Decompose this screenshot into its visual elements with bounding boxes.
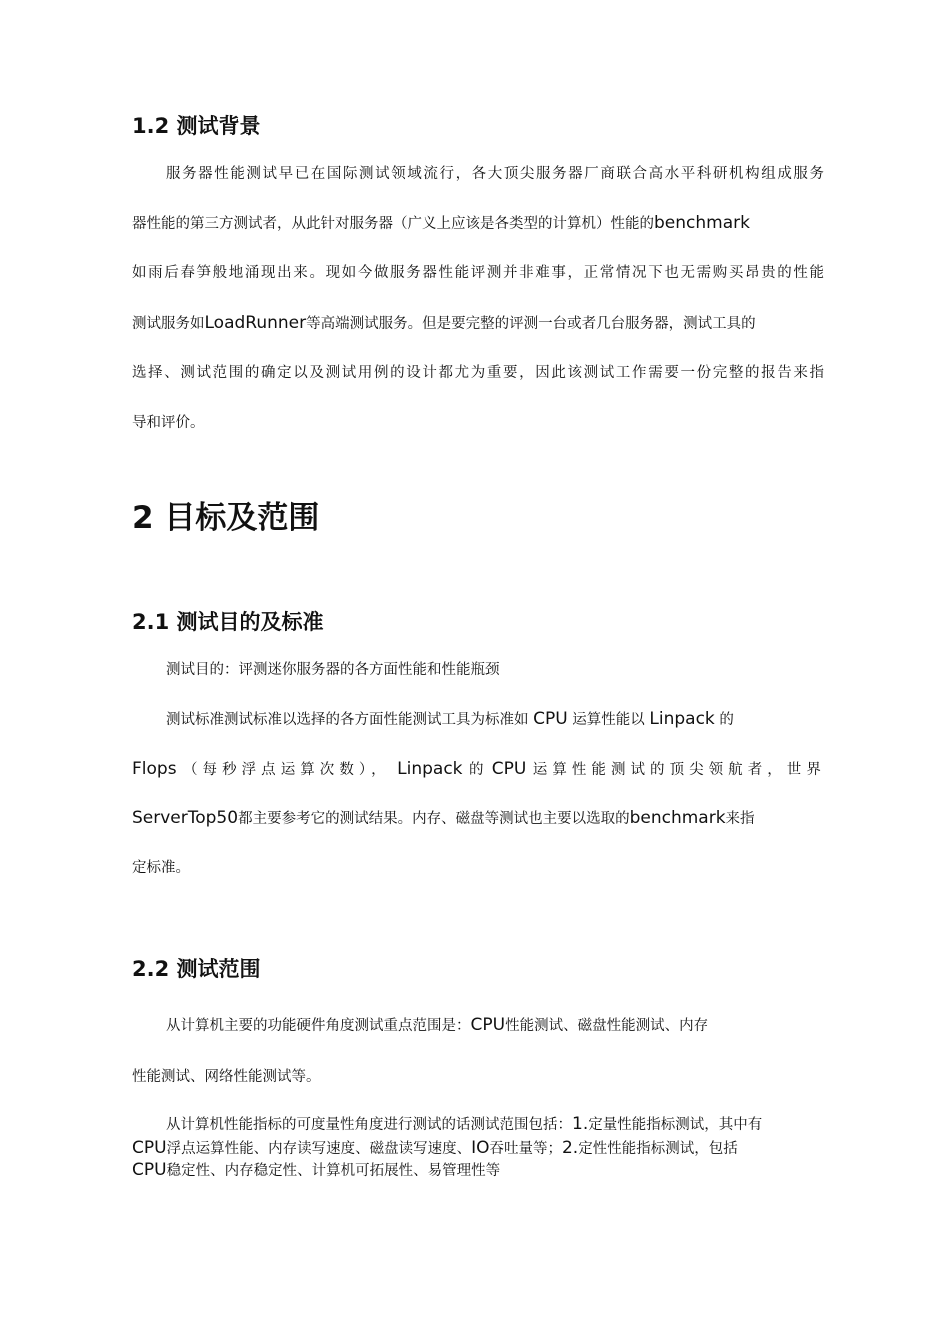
text-run: CPU xyxy=(470,1015,506,1035)
text-run: 1. xyxy=(572,1114,589,1134)
text-run: benchmark xyxy=(654,213,750,233)
scope-line xyxy=(132,1014,824,1037)
standard-line: 定标准。 xyxy=(132,860,190,876)
text-run: 都主要参考它的测试结果。内存、磁盘等测试也主要以选取的 xyxy=(238,811,630,827)
text-run: Flops xyxy=(132,759,177,779)
text-run: （每秒浮点运算次数）， xyxy=(183,762,391,778)
text-run: CPU xyxy=(533,709,568,729)
paragraph-line: 导和评价。 xyxy=(132,415,205,431)
text-run: 运算性能以 xyxy=(572,712,645,728)
heading-1-2: 1.2 测试背景 xyxy=(132,114,261,138)
purpose-line: 测试目的：评测迷你服务器的各方面性能和性能瓶颈 xyxy=(166,662,500,678)
text-run: ServerTop50 xyxy=(132,808,239,828)
paragraph-line xyxy=(132,212,824,235)
text-run: 吞吐量等； xyxy=(489,1141,562,1157)
text-run: 等高端测试服务。但是要完整的评测一台或者几台服务器，测试工具的 xyxy=(306,316,756,332)
text-run: 运算性能测试的顶尖领航者，世界 xyxy=(532,762,825,778)
paragraph-line: 选择、测试范围的确定以及测试用例的设计都尤为重要，因此该测试工作需要一份完整的报告来指 xyxy=(132,365,824,381)
text-run: CPU xyxy=(491,759,527,779)
text-run: 从计算机主要的功能硬件角度测试重点范围是： xyxy=(166,1018,471,1034)
text-run: 器性能的第三方测试者，从此针对服务器（广义上应该是各类型的计算机）性能的 xyxy=(132,216,654,232)
heading-2-1: 2.1 测试目的及标准 xyxy=(132,610,324,634)
text-run: Linpack xyxy=(649,709,715,729)
text-run: 从计算机性能指标的可度量性角度进行测试的话测试范围包括： xyxy=(166,1117,572,1133)
heading-2-2: 2.2 测试范围 xyxy=(132,957,261,981)
text-run: 2. xyxy=(561,1138,579,1158)
standard-line xyxy=(132,708,824,731)
scope-line xyxy=(132,1113,824,1136)
heading-2: 2 目标及范围 xyxy=(132,500,320,536)
text-run: 稳定性、内存稳定性、计算机可拓展性、易管理性等 xyxy=(166,1163,501,1179)
text-run: 定性性能指标测试，包括 xyxy=(578,1141,738,1157)
text-run: benchmark xyxy=(629,808,726,828)
paragraph-line: 服务器性能测试早已在国际测试领域流行，各大顶尖服务器厂商联合高水平科研机构组成服务 xyxy=(166,166,824,182)
text-run: LoadRunner xyxy=(204,313,307,333)
text-run: 浮点运算性能、内存读写速度、磁盘读写速度、 xyxy=(166,1141,472,1157)
scope-line: 性能测试、网络性能测试等。 xyxy=(132,1069,321,1085)
text-run: 定量性能指标测试，其中有 xyxy=(588,1117,763,1133)
text-run: Linpack xyxy=(397,759,463,779)
scope-line xyxy=(132,1159,824,1182)
paragraph-line xyxy=(132,312,824,335)
text-run: 的 xyxy=(468,762,486,778)
text-run: 的 xyxy=(719,712,734,728)
paragraph-line: 如雨后春笋般地涌现出来。现如今做服务器性能评测并非难事，正常情况下也无需购买昂贵的性能 xyxy=(132,265,824,281)
text-run: CPU xyxy=(132,1138,167,1158)
standard-line xyxy=(132,807,824,830)
text-run: 测试标准测试标准以选择的各方面性能测试工具为标准如 xyxy=(166,712,529,728)
text-run: IO xyxy=(471,1138,490,1158)
text-run: 性能测试、磁盘性能测试、内存 xyxy=(505,1018,709,1034)
standard-line xyxy=(132,758,824,781)
text-run: CPU xyxy=(132,1160,167,1180)
text-run: 来指 xyxy=(725,811,755,827)
scope-line xyxy=(132,1137,824,1160)
text-run: 测试服务如 xyxy=(132,316,205,332)
